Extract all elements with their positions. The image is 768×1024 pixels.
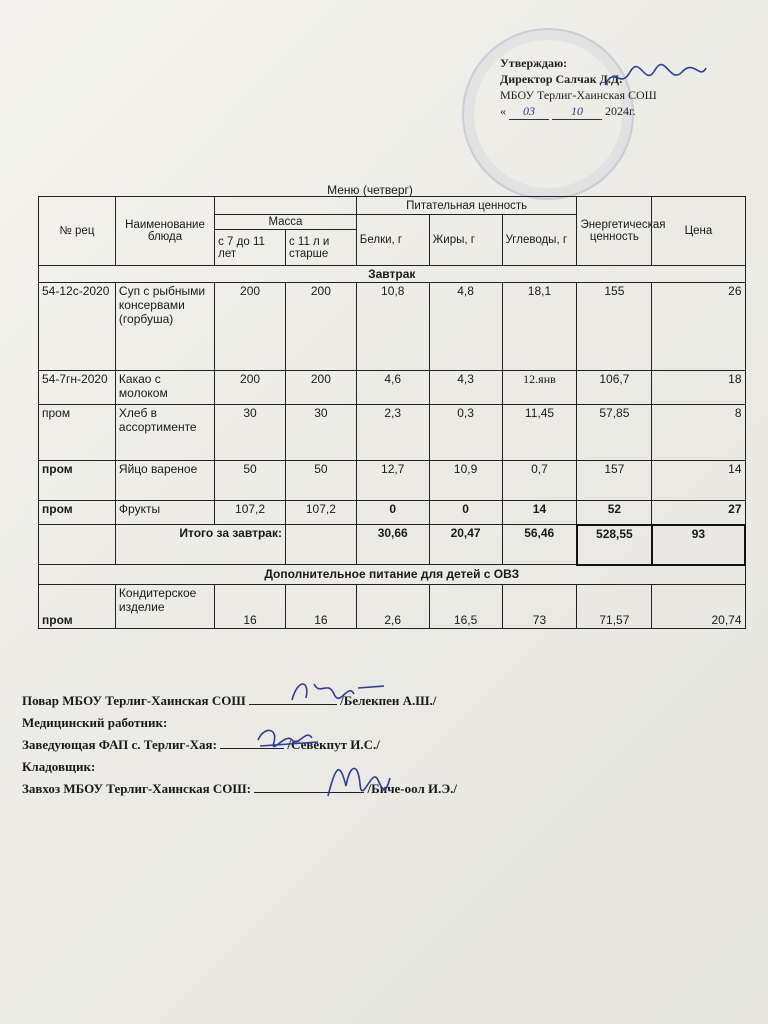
cell-energy: 157 [577, 461, 652, 501]
fap-signature-line [22, 734, 742, 756]
cell-price: 18 [652, 371, 745, 405]
header-mass-old: с 11 л и старше [285, 230, 356, 266]
supply-role: Завхоз МБОУ Терлиг-Хаинская СОШ: [22, 781, 251, 796]
cell-mass-old: 200 [285, 371, 356, 405]
approval-date: « 03 10 2024г. [500, 104, 636, 118]
cell-energy: 57,85 [577, 405, 652, 461]
cell-protein: 2,6 [356, 585, 429, 629]
cook-name: /Белекпен А.Ш./ [340, 693, 437, 708]
date-year: 2024г. [605, 104, 636, 118]
cell-fat: 4,3 [429, 371, 502, 405]
cell-carbs: 12.янв [502, 371, 577, 405]
total-carbs: 56,46 [502, 525, 577, 565]
cell-mass-young: 200 [215, 371, 286, 405]
approval-heading: Утверждаю: [500, 56, 568, 70]
signature-blank [220, 748, 284, 749]
table-row [39, 461, 746, 501]
header-name: Наименование блюда [115, 197, 214, 266]
cell-name: Кондитерское изделие [115, 585, 214, 629]
header-mass: Масса [215, 215, 357, 230]
cell-carbs: 73 [502, 585, 577, 629]
cell-energy: 155 [577, 283, 652, 371]
cell-energy: 106,7 [577, 371, 652, 405]
cell-price: 8 [652, 405, 745, 461]
cell-rec: 54-12с-2020 [39, 283, 116, 371]
total-energy: 528,55 [577, 525, 652, 565]
cell-empty [39, 525, 116, 565]
cell-mass-young: 200 [215, 283, 286, 371]
supply-signature-line [22, 778, 742, 800]
header-mass-spacer [215, 197, 357, 215]
table-row [39, 283, 746, 371]
table-row [39, 405, 746, 461]
menu-table [38, 196, 746, 629]
cell-fat: 16,5 [429, 585, 502, 629]
cell-name: Хлеб в ассортименте [115, 405, 214, 461]
cell-mass-old: 50 [285, 461, 356, 501]
date-month: 10 [552, 103, 602, 120]
cell-energy: 52 [577, 501, 652, 525]
header-nutrition: Питательная ценность [356, 197, 577, 215]
total-label: Итого за завтрак: [115, 525, 285, 565]
cell-carbs: 18,1 [502, 283, 577, 371]
section-extra: Дополнительное питание для детей с ОВЗ [39, 565, 746, 585]
cell-fat: 0,3 [429, 405, 502, 461]
cell-price: 20,74 [652, 585, 745, 629]
fap-role: Заведующая ФАП с. Терлиг-Хая: [22, 737, 217, 752]
school-name: МБОУ Терлиг-Хаинская СОШ [500, 88, 657, 102]
cell-price: 14 [652, 461, 745, 501]
cell-protein: 4,6 [356, 371, 429, 405]
cell-protein: 10,8 [356, 283, 429, 371]
cell-fat: 0 [429, 501, 502, 525]
cell-energy: 71,57 [577, 585, 652, 629]
director-name: Директор Салчак Д.Д. [500, 72, 623, 86]
cell-empty [285, 525, 356, 565]
cell-mass-young: 107,2 [215, 501, 286, 525]
cell-rec: пром [39, 461, 116, 501]
menu-title: Меню (четверг) [327, 183, 413, 197]
cell-name: Фрукты [115, 501, 214, 525]
approval-block [500, 55, 760, 120]
signature-blank [249, 704, 337, 705]
cell-fat: 4,8 [429, 283, 502, 371]
cell-protein: 12,7 [356, 461, 429, 501]
cell-rec: пром [39, 405, 116, 461]
supply-name: /Биче-оол И.Э./ [367, 781, 458, 796]
cell-carbs: 0,7 [502, 461, 577, 501]
medic-role: Медицинский работник: [22, 715, 168, 730]
cell-price: 27 [652, 501, 745, 525]
total-protein: 30,66 [356, 525, 429, 565]
table-row [39, 501, 746, 525]
cell-name: Яйцо вареное [115, 461, 214, 501]
cook-role: Повар МБОУ Терлиг-Хаинская СОШ [22, 693, 246, 708]
header-energy: Энергетическая ценность [577, 197, 652, 266]
signatures-block [22, 690, 742, 800]
cell-mass-old: 16 [285, 585, 356, 629]
cell-mass-young: 30 [215, 405, 286, 461]
cell-carbs: 14 [502, 501, 577, 525]
cell-mass-young: 16 [215, 585, 286, 629]
cell-price: 26 [652, 283, 745, 371]
cell-mass-old: 200 [285, 283, 356, 371]
cell-rec: пром [39, 585, 116, 629]
total-price: 93 [652, 525, 745, 565]
cell-mass-old: 107,2 [285, 501, 356, 525]
header-rec: № рец [39, 197, 116, 266]
section-breakfast: Завтрак [39, 266, 746, 283]
total-fat: 20,47 [429, 525, 502, 565]
cell-name: Какао с молоком [115, 371, 214, 405]
storekeeper-signature-line [22, 756, 742, 778]
cook-signature-line [22, 690, 742, 712]
table-row [39, 585, 746, 629]
header-price: Цена [652, 197, 745, 266]
header-carbs: Углеводы, г [502, 215, 577, 266]
cell-protein: 0 [356, 501, 429, 525]
cell-fat: 10,9 [429, 461, 502, 501]
cell-carbs: 11,45 [502, 405, 577, 461]
signature-blank [254, 792, 364, 793]
storekeeper-role: Кладовщик: [22, 759, 96, 774]
cell-protein: 2,3 [356, 405, 429, 461]
medic-signature-line [22, 712, 742, 734]
cell-name: Суп с рыбными консервами (горбуша) [115, 283, 214, 371]
total-row [39, 525, 746, 565]
cell-rec: 54-7гн-2020 [39, 371, 116, 405]
header-protein: Белки, г [356, 215, 429, 266]
cell-rec: пром [39, 501, 116, 525]
cell-mass-young: 50 [215, 461, 286, 501]
fap-name: /Севекпут И.С./ [287, 737, 380, 752]
table-row [39, 371, 746, 405]
header-fat: Жиры, г [429, 215, 502, 266]
date-day: 03 [509, 103, 549, 120]
cell-mass-old: 30 [285, 405, 356, 461]
header-mass-young: с 7 до 11 лет [215, 230, 286, 266]
